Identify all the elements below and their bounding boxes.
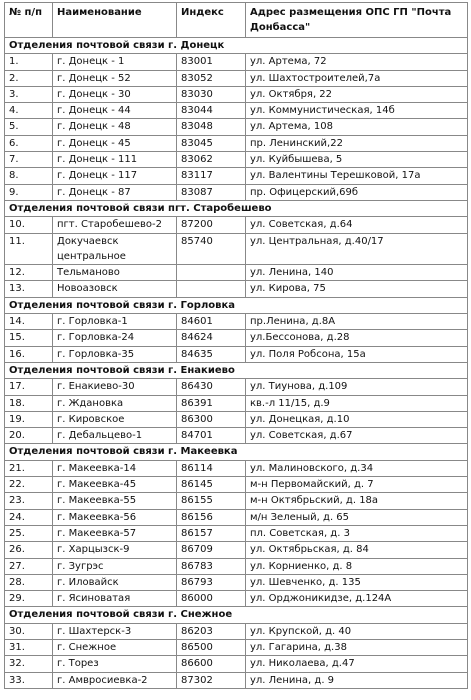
- cell-index: 83001: [177, 54, 246, 70]
- cell-index: 83030: [177, 86, 246, 102]
- section-header-row: [5, 607, 468, 623]
- cell-num: 22.: [5, 477, 53, 493]
- cell-address: ул. Ленина, д. 9: [246, 672, 468, 688]
- cell-num: 33.: [5, 672, 53, 688]
- cell-num: 30.: [5, 623, 53, 639]
- cell-name: г. Торез: [53, 656, 177, 672]
- cell-address: м-н Октябрьский, д. 18а: [246, 493, 468, 509]
- cell-index: 87302: [177, 672, 246, 688]
- table-row: [5, 428, 468, 444]
- cell-num: 25.: [5, 525, 53, 541]
- cell-num: 5.: [5, 119, 53, 135]
- cell-name: г. Макеевка-56: [53, 509, 177, 525]
- cell-address: ул. Валентины Терешковой, 17а: [246, 168, 468, 184]
- cell-num: 29.: [5, 591, 53, 607]
- cell-name: г. Макеевка-57: [53, 525, 177, 541]
- cell-address: ул. Октября, 22: [246, 86, 468, 102]
- cell-index: 84624: [177, 330, 246, 346]
- section-title: Отделения почтовой связи пгт. Старобешево: [5, 200, 468, 216]
- table-row: [5, 135, 468, 151]
- cell-name: Новоазовск: [53, 281, 177, 297]
- table-row: [5, 542, 468, 558]
- cell-num: 17.: [5, 379, 53, 395]
- cell-address: м-н Первомайский, д. 7: [246, 477, 468, 493]
- cell-num: 14.: [5, 314, 53, 330]
- cell-index: 86145: [177, 477, 246, 493]
- cell-index: 84701: [177, 428, 246, 444]
- cell-index: 86391: [177, 395, 246, 411]
- cell-index: 86783: [177, 558, 246, 574]
- cell-index: 86709: [177, 542, 246, 558]
- cell-num: 3.: [5, 86, 53, 102]
- cell-address: ул. Коммунистическая, 14б: [246, 103, 468, 119]
- cell-index: 83062: [177, 152, 246, 168]
- header-name: Наименование: [53, 3, 177, 38]
- header-index: Индекс: [177, 3, 246, 38]
- cell-index: 84601: [177, 314, 246, 330]
- cell-index: 86156: [177, 509, 246, 525]
- cell-address: ул. Кирова, 75: [246, 281, 468, 297]
- cell-num: 2.: [5, 70, 53, 86]
- cell-num: 4.: [5, 103, 53, 119]
- table-row: [5, 346, 468, 362]
- cell-name: г. Донецк - 52: [53, 70, 177, 86]
- table-row: [5, 168, 468, 184]
- cell-name: г. Зугрэс: [53, 558, 177, 574]
- table-row: [5, 330, 468, 346]
- cell-num: 16.: [5, 346, 53, 362]
- table-row: [5, 119, 468, 135]
- cell-name: г. Макеевка-45: [53, 477, 177, 493]
- table-row: [5, 574, 468, 590]
- cell-index: 86600: [177, 656, 246, 672]
- cell-name: г. Снежное: [53, 639, 177, 655]
- cell-address: ул. Тиунова, д.109: [246, 379, 468, 395]
- table-row: [5, 265, 468, 281]
- cell-address: пл. Советская, д. 3: [246, 525, 468, 541]
- cell-name: г. Донецк - 111: [53, 152, 177, 168]
- table-row: [5, 591, 468, 607]
- table-row: [5, 672, 468, 688]
- cell-name: г. Донецк - 45: [53, 135, 177, 151]
- cell-num: 21.: [5, 460, 53, 476]
- cell-index: 86300: [177, 411, 246, 427]
- cell-address: ул. Крупской, д. 40: [246, 623, 468, 639]
- cell-num: 28.: [5, 574, 53, 590]
- cell-index: 86793: [177, 574, 246, 590]
- table-row: [5, 493, 468, 509]
- cell-name: г. Дебальцево-1: [53, 428, 177, 444]
- cell-address: ул. Советская, д.67: [246, 428, 468, 444]
- section-header-row: [5, 444, 468, 460]
- cell-num: 20.: [5, 428, 53, 444]
- cell-name: Тельманово: [53, 265, 177, 281]
- cell-index: 86430: [177, 379, 246, 395]
- cell-num: 13.: [5, 281, 53, 297]
- table-row: [5, 184, 468, 200]
- cell-index: [177, 281, 246, 297]
- cell-index: 86000: [177, 591, 246, 607]
- table-row: [5, 314, 468, 330]
- cell-num: 19.: [5, 411, 53, 427]
- header-address: Адрес размещения ОПС ГП "Почта Донбасса": [246, 3, 468, 38]
- cell-name: г. Ясиноватая: [53, 591, 177, 607]
- cell-name: г. Донецк - 48: [53, 119, 177, 135]
- cell-num: 10.: [5, 217, 53, 233]
- cell-address: ул. Корниенко, д. 8: [246, 558, 468, 574]
- table-row: [5, 639, 468, 655]
- cell-address: ул. Николаева, д.47: [246, 656, 468, 672]
- cell-num: 32.: [5, 656, 53, 672]
- section-title: Отделения почтовой связи г. Донецк: [5, 38, 468, 54]
- table-header-row: [5, 3, 468, 38]
- table-row: [5, 558, 468, 574]
- cell-index: 86500: [177, 639, 246, 655]
- cell-index: 83048: [177, 119, 246, 135]
- cell-address: м/н Зеленый, д. 65: [246, 509, 468, 525]
- cell-name: г. Горловка-1: [53, 314, 177, 330]
- cell-name: г. Донецк - 44: [53, 103, 177, 119]
- table-row: [5, 411, 468, 427]
- table-row: [5, 477, 468, 493]
- cell-index: 86155: [177, 493, 246, 509]
- cell-name: г. Харцызск-9: [53, 542, 177, 558]
- cell-num: 7.: [5, 152, 53, 168]
- table-body: [5, 38, 468, 689]
- table-row: [5, 54, 468, 70]
- cell-address: ул. Шахтостроителей,7а: [246, 70, 468, 86]
- table-row: [5, 509, 468, 525]
- cell-address: пр. Офицерский,69б: [246, 184, 468, 200]
- section-header-row: [5, 297, 468, 313]
- cell-name: г. Макеевка-14: [53, 460, 177, 476]
- post-office-table: [4, 2, 468, 689]
- cell-address: ул. Октябрьская, д. 84: [246, 542, 468, 558]
- cell-index: 85740: [177, 233, 246, 265]
- cell-name: г. Донецк - 1: [53, 54, 177, 70]
- table-row: [5, 460, 468, 476]
- cell-num: 18.: [5, 395, 53, 411]
- cell-name: г. Енакиево-30: [53, 379, 177, 395]
- cell-address: ул. Ленина, 140: [246, 265, 468, 281]
- cell-address: ул. Шевченко, д. 135: [246, 574, 468, 590]
- cell-address: ул. Артема, 108: [246, 119, 468, 135]
- section-title: Отделения почтовой связи г. Енакиево: [5, 362, 468, 378]
- table-row: [5, 233, 468, 265]
- cell-index: 83052: [177, 70, 246, 86]
- table-row: [5, 217, 468, 233]
- cell-address: пр.Ленина, д.8А: [246, 314, 468, 330]
- cell-num: 27.: [5, 558, 53, 574]
- table-row: [5, 525, 468, 541]
- cell-index: 86114: [177, 460, 246, 476]
- cell-address: кв.-л 11/15, д.9: [246, 395, 468, 411]
- cell-index: 83087: [177, 184, 246, 200]
- cell-num: 1.: [5, 54, 53, 70]
- cell-name: г. Амвросиевка-2: [53, 672, 177, 688]
- cell-address: ул. Куйбышева, 5: [246, 152, 468, 168]
- cell-address: ул. Орджоникидзе, д.124А: [246, 591, 468, 607]
- cell-name: г. Макеевка-55: [53, 493, 177, 509]
- cell-address: ул. Гагарина, д.38: [246, 639, 468, 655]
- cell-num: 9.: [5, 184, 53, 200]
- cell-num: 23.: [5, 493, 53, 509]
- header-num: № п/п: [5, 3, 53, 38]
- cell-address: пр. Ленинский,22: [246, 135, 468, 151]
- table-row: [5, 70, 468, 86]
- cell-name: пгт. Старобешево-2: [53, 217, 177, 233]
- table-row: [5, 379, 468, 395]
- cell-name: г. Кировское: [53, 411, 177, 427]
- cell-num: 11.: [5, 233, 53, 265]
- cell-name: г. Донецк - 117: [53, 168, 177, 184]
- cell-num: 15.: [5, 330, 53, 346]
- table-row: [5, 152, 468, 168]
- cell-address: ул. Советская, д.64: [246, 217, 468, 233]
- table-row: [5, 623, 468, 639]
- cell-address: ул. Донецкая, д.10: [246, 411, 468, 427]
- table-row: [5, 103, 468, 119]
- table-row: [5, 395, 468, 411]
- cell-index: 86203: [177, 623, 246, 639]
- table-row: [5, 656, 468, 672]
- cell-address: ул. Поля Робсона, 15а: [246, 346, 468, 362]
- cell-name: Докучаевск центральное: [53, 233, 177, 265]
- section-header-row: [5, 38, 468, 54]
- cell-num: 6.: [5, 135, 53, 151]
- cell-address: ул. Малиновского, д.34: [246, 460, 468, 476]
- cell-num: 24.: [5, 509, 53, 525]
- section-title: Отделения почтовой связи г. Макеевка: [5, 444, 468, 460]
- cell-num: 31.: [5, 639, 53, 655]
- cell-name: г. Горловка-24: [53, 330, 177, 346]
- cell-num: 8.: [5, 168, 53, 184]
- cell-name: г. Иловайск: [53, 574, 177, 590]
- cell-index: 86157: [177, 525, 246, 541]
- section-title: Отделения почтовой связи г. Снежное: [5, 607, 468, 623]
- section-header-row: [5, 200, 468, 216]
- cell-name: г. Шахтерск-3: [53, 623, 177, 639]
- cell-name: г. Донецк - 30: [53, 86, 177, 102]
- cell-address: ул.Бессонова, д.28: [246, 330, 468, 346]
- document-page: [4, 2, 467, 689]
- cell-num: 12.: [5, 265, 53, 281]
- cell-index: 84635: [177, 346, 246, 362]
- table-row: [5, 86, 468, 102]
- cell-index: 83045: [177, 135, 246, 151]
- cell-index: [177, 265, 246, 281]
- cell-name: г. Горловка-35: [53, 346, 177, 362]
- cell-num: 26.: [5, 542, 53, 558]
- table-row: [5, 281, 468, 297]
- section-header-row: [5, 362, 468, 378]
- cell-address: ул. Артема, 72: [246, 54, 468, 70]
- cell-name: г. Ждановка: [53, 395, 177, 411]
- cell-index: 87200: [177, 217, 246, 233]
- cell-index: 83117: [177, 168, 246, 184]
- section-title: Отделения почтовой связи г. Горловка: [5, 297, 468, 313]
- cell-name: г. Донецк - 87: [53, 184, 177, 200]
- cell-address: ул. Центральная, д.40/17: [246, 233, 468, 265]
- cell-index: 83044: [177, 103, 246, 119]
